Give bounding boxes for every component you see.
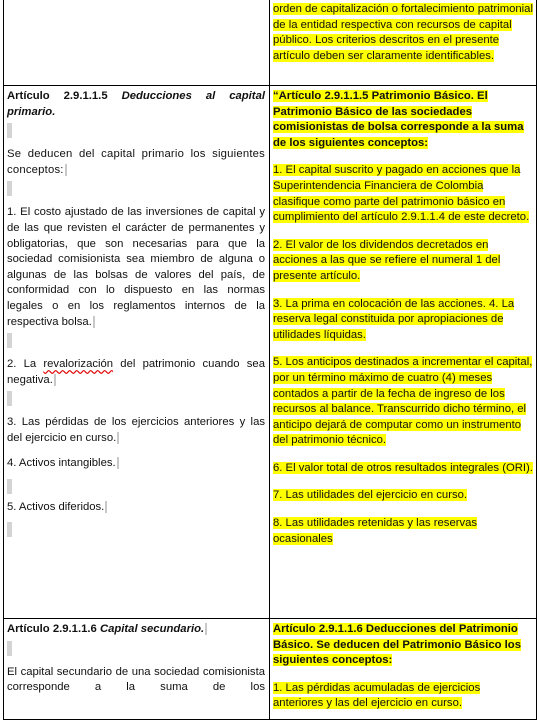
row1-left-cell xyxy=(3,0,269,85)
right-item-1-deducciones: 1. Las pérdidas acumuladas de ejercicios anteriores y las del ejercicio en curso. xyxy=(273,681,481,710)
right-item-7: 7. Las utilidades del ejercicio en curso. xyxy=(273,489,468,502)
paragraph-mark xyxy=(7,181,265,196)
art-2-9-1-1-6-heading: Artículo 2.9.1.1.6 Capital secundario. xyxy=(7,622,265,638)
left-item-5: 5. Activos diferidos. xyxy=(7,500,265,516)
right-item-6: 6. El valor total de otros resultados integrales (ORI). xyxy=(273,461,533,474)
paragraph-mark xyxy=(7,333,265,348)
row2-right-cell xyxy=(269,85,537,618)
row2-left-cell xyxy=(3,85,269,618)
spellcheck-word: revalorización xyxy=(43,358,114,371)
paragraph-mark xyxy=(7,391,265,406)
left-item-3: 3. Las pérdidas de los ejercicios anteriores y las del ejercicio en curso. xyxy=(7,416,265,444)
heading-title: Deducciones al capital primario. xyxy=(7,90,265,118)
left-item-4: 4. Activos intangibles. xyxy=(7,456,265,472)
right-heading-2: Artículo 2.9.1.1.6 Deducciones del Patrimonio Básico. Se deducen del Patrimonio Básico los siguientes conceptos: xyxy=(273,623,521,667)
right-heading: “Artículo 2.9.1.1.5 Patrimonio Básico. El Patrimonio Básico de las sociedades comisionistas de bolsa corresponde a la suma de los siguientes conceptos: xyxy=(273,90,524,149)
row3-left-cell xyxy=(3,618,269,720)
right-item-1: 1. El capital suscrito y pagado en acciones que la Superintendencia Financiera de Colombia clasifique como parte del patrimonio básico en cumplimiento del artículo 2.9.1.1.4 de este decreto. xyxy=(273,164,530,224)
comparison-table xyxy=(3,0,537,720)
right-item-3-4: 3. La prima en colocación de las acciones. 4. La reserva legal constituida por apropiaciones de utilidades líquidas. xyxy=(273,297,515,341)
capital-secundario-text: El capital secundario de una sociedad comisionista corresponde a la suma de los xyxy=(7,665,265,694)
row3-right-cell xyxy=(269,618,537,720)
intro-text: Se deducen del capital primario los siguientes conceptos: xyxy=(7,148,265,176)
paragraph-mark xyxy=(7,522,265,537)
right-item-2: 2. El valor de los dividendos decretados en acciones a las que se refiere el numeral 1 del presente artículo. xyxy=(273,238,501,282)
row1-right-text: orden de capitalización o fortalecimiento patrimonial de la entidad respectiva con recursos de capital público. Los criterios descritos en el presente artículo deben ser claramente identificables. xyxy=(273,3,533,62)
left-item-1: 1. El costo ajustado de las inversiones de capital y de las que revisten el carácter de permanentes y obligatorias, que son necesarias para que la sociedad comisionista sea miembro de alguna o algunas de las bolsas de valores del país, de conformidad con lo dispuesto en las normas legales o en los reglamentos internos de la respectiva bolsa. xyxy=(7,206,265,328)
paragraph-mark xyxy=(7,123,265,138)
text-caret xyxy=(65,164,67,176)
right-item-8: 8. Las utilidades retenidas y las reservas ocasionales xyxy=(273,517,478,545)
row1-right-cell xyxy=(269,0,537,85)
right-item-5: 5. Los anticipos destinados a incrementar el capital, por un término máximo de cuatro (4) meses contados a partir de la fecha de ingreso de los recursos al balance. Transcurrido dicho término, el anticipo dejará de computar como un instrumento del patrimonio técnico. xyxy=(273,356,533,447)
heading-number: Artículo 2.9.1.1.5 xyxy=(7,90,108,102)
paragraph-mark xyxy=(7,479,265,494)
left-item-2: 2. La revalorización del patrimonio cuando sea negativa. xyxy=(7,358,265,386)
art-2-9-1-1-5-heading xyxy=(7,89,265,120)
paragraph-mark xyxy=(7,641,265,656)
